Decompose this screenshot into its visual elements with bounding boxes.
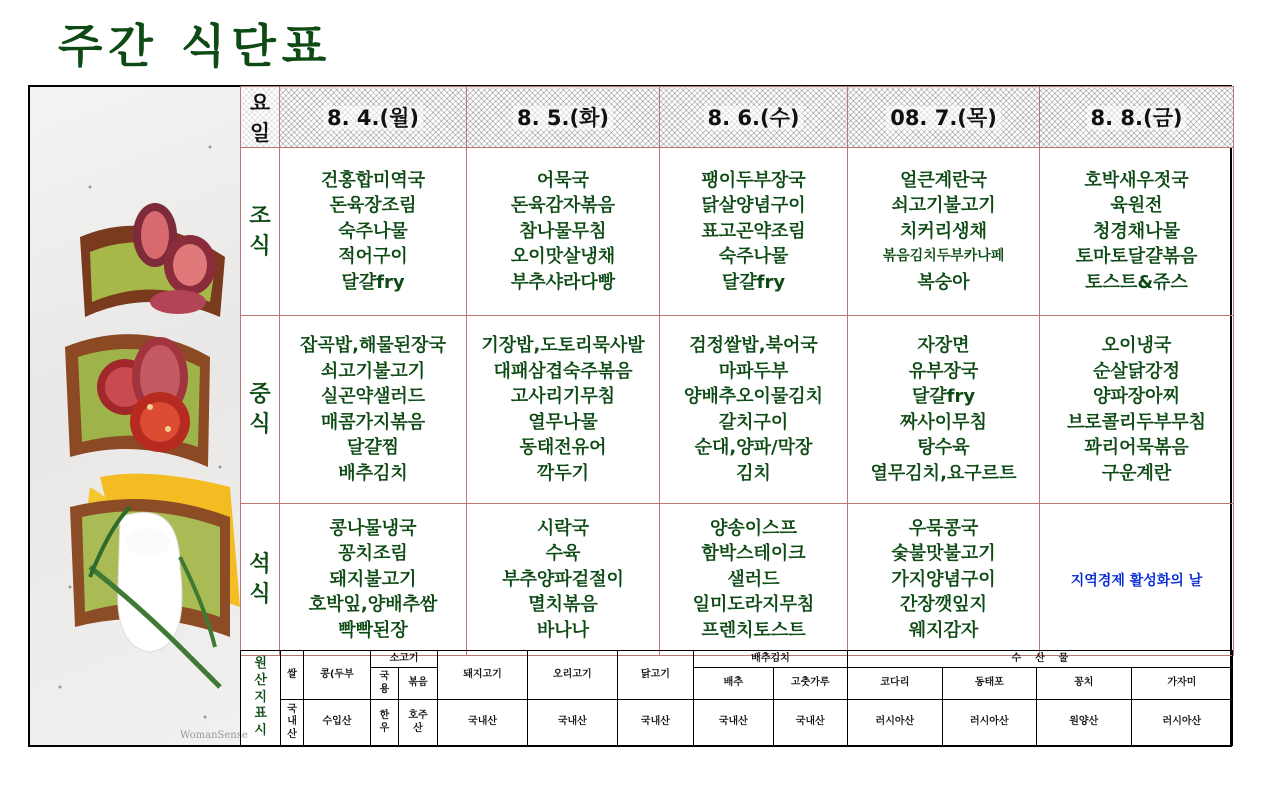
- day-header-text: 8. 8.(금): [1087, 106, 1187, 130]
- menu-item: 돼지불고기: [329, 568, 417, 590]
- origin-group: [371, 651, 438, 668]
- origin-value-text: 국 내 산: [287, 703, 297, 740]
- origin-value: [694, 700, 773, 746]
- menu-item: 꽈리어묵볶음: [1084, 437, 1189, 458]
- origin-item: [281, 651, 304, 700]
- origin-group-name: 수 산 물: [1011, 652, 1069, 664]
- origin-sub: [371, 668, 399, 700]
- menu-item: 건홍합미역국: [320, 169, 426, 191]
- origin-value: [617, 700, 693, 746]
- menu-item: 꽁치조림: [338, 543, 408, 565]
- menu-item: 샐러드: [727, 568, 780, 590]
- day-label-cell: [241, 87, 280, 148]
- origin-sub-name: 배추: [723, 677, 743, 689]
- origin-value: [847, 700, 942, 746]
- menu-item: 치커리생채: [900, 220, 987, 242]
- origin-label: [241, 651, 281, 746]
- origin-value: [398, 700, 437, 746]
- origin-sub-name: 고춧가루: [790, 677, 830, 689]
- menu-item: 구운계란: [1101, 462, 1172, 484]
- menu-cell: [280, 148, 467, 316]
- origin-value: [1036, 700, 1131, 746]
- menu-item: 콩나물냉국: [329, 517, 417, 539]
- origin-value-text: 국내산: [795, 716, 825, 728]
- origin-value-text: 한 우: [379, 710, 390, 734]
- origin-group-name: 배추김치: [751, 652, 790, 664]
- menu-item: 배추김치: [338, 462, 408, 484]
- day-label-2: 일: [241, 117, 279, 147]
- origin-sub-name: 가자미: [1167, 677, 1197, 689]
- menu-item: 달걀fry: [341, 271, 405, 293]
- menu-cell: [660, 316, 848, 504]
- origin-value: [438, 700, 528, 746]
- origin-sub: [773, 668, 847, 700]
- menu-item: 웨지감자: [908, 619, 979, 641]
- dinner-row: [241, 504, 1234, 656]
- menu-item: 매콤가지볶음: [320, 411, 426, 433]
- menu-item: 함박스테이크: [701, 543, 806, 565]
- origin-sub: [398, 668, 437, 700]
- day-header: [280, 87, 467, 148]
- menu-cell: [848, 504, 1040, 656]
- menu-cell: [848, 316, 1040, 504]
- menu-item: 양배추오이물김치: [683, 386, 824, 407]
- menu-item: 표고곤약조림: [701, 220, 806, 242]
- origin-sub-name: 국 용: [379, 671, 390, 695]
- menu-item: 일미도라지무침: [692, 594, 815, 616]
- origin-value-text: 원양산: [1069, 716, 1099, 728]
- origin-item-name: 닭고기: [640, 668, 670, 680]
- menu-item: 부추샤라다빵: [510, 271, 616, 293]
- menu-item: 토스트&쥬스: [1085, 271, 1188, 293]
- menu-item: 육원전: [1110, 195, 1163, 217]
- origin-value: [303, 700, 370, 746]
- day-header: [467, 87, 660, 148]
- menu-cell: [660, 504, 848, 656]
- menu-item: 오이맛살냉채: [510, 246, 616, 268]
- origin-item-name: 돼지고기: [463, 668, 502, 680]
- menu-item: 빡빡된장: [338, 619, 408, 641]
- meal-label-char: 식: [249, 581, 271, 607]
- menu-item: 닭살양념구이: [701, 195, 806, 217]
- event-cell: [1040, 504, 1234, 656]
- origin-value: [1131, 700, 1232, 746]
- day-header: [848, 87, 1040, 148]
- meal-label-char: 식: [249, 411, 271, 437]
- menu-item: 어묵국: [536, 169, 590, 191]
- menu-item: 숯불맛불고기: [891, 543, 996, 565]
- origin-value-text: 러시아산: [969, 716, 1009, 728]
- origin-item: [303, 651, 370, 700]
- menu-item: 복숭아: [917, 271, 970, 293]
- origin-value: [281, 700, 304, 746]
- menu-item: 바나나: [536, 619, 590, 641]
- menu-item: 숙주나물: [338, 220, 408, 242]
- day-header-text: 8. 6.(수): [704, 106, 804, 130]
- menu-item: 프렌치토스트: [701, 619, 806, 641]
- menu-item: 수육: [545, 543, 581, 565]
- photo-watermark: WomanSense: [180, 730, 248, 741]
- origin-item-name: 쌀: [287, 668, 297, 680]
- origin-label-text: 원 산 지 표 시: [254, 655, 267, 739]
- meal-label-char: 조: [249, 203, 271, 229]
- origin-group-name: 소고기: [389, 652, 419, 664]
- origin-sub: [1131, 668, 1232, 700]
- menu-item: 달걀fry: [911, 386, 976, 407]
- origin-value-text: 국내산: [718, 716, 748, 728]
- origin-row-1: [241, 651, 1233, 668]
- origin-row-2: [241, 668, 1233, 700]
- menu-item: 기장밥,도토리묵사발: [481, 335, 645, 356]
- menu-item: 간장깻잎지: [900, 594, 987, 616]
- menu-item: 브로콜리두부무침: [1066, 411, 1207, 433]
- day-header-text: 8. 5.(화): [513, 106, 613, 130]
- menu-item: 멸치볶음: [528, 594, 598, 616]
- origin-value: [371, 700, 399, 746]
- origin-sub-name: 동태포: [974, 677, 1004, 689]
- origin-item-name: 오리고기: [553, 668, 592, 680]
- origin-value: [527, 700, 617, 746]
- origin-sub: [847, 668, 942, 700]
- origin-sub-name: 코다리: [880, 677, 910, 689]
- menu-item: 열무나물: [528, 411, 598, 433]
- menu-item: 마파두부: [718, 360, 789, 382]
- meal-label-char: 중: [249, 381, 271, 407]
- origin-value: [942, 700, 1036, 746]
- menu-item: 시락국: [536, 517, 590, 539]
- origin-value-text: 러시아산: [1162, 716, 1202, 728]
- meal-label-char: 석: [249, 551, 271, 577]
- origin-table: [240, 650, 1233, 746]
- menu-item: 대패삼겹숙주볶음: [493, 360, 633, 382]
- page-title: 주간 식단표: [58, 19, 333, 73]
- menu-item: 실곤약샐러드: [320, 386, 426, 407]
- menu-item: 양송이스프: [710, 517, 797, 539]
- menu-item: 우묵콩국: [908, 517, 979, 539]
- menu-item: 짜사이무침: [900, 411, 987, 433]
- menu-item: 참나물무침: [519, 220, 607, 242]
- origin-row-3: [241, 700, 1233, 746]
- meal-label-lunch: [241, 316, 280, 504]
- origin-group: [694, 651, 848, 668]
- menu-cell: [848, 148, 1040, 316]
- meal-label-breakfast: [241, 148, 280, 316]
- menu-cell: [467, 316, 660, 504]
- origin-value-text: 국내산: [640, 716, 670, 728]
- menu-item: 순살닭강정: [1093, 360, 1180, 382]
- menu-item: 오이냉국: [1101, 335, 1172, 356]
- origin-item: [527, 651, 617, 700]
- origin-item-name: 콩(두부: [320, 668, 354, 680]
- origin-value-text: 호주 산: [408, 710, 428, 734]
- day-header-text: 8. 4.(월): [323, 106, 423, 130]
- menu-item: 자장면: [917, 335, 970, 356]
- menu-item: 검정쌀밥,북어국: [689, 335, 818, 356]
- menu-item: 열무김치,요구르트: [870, 462, 1017, 484]
- menu-item: 숙주나물: [718, 246, 789, 268]
- menu-item: 김치: [736, 462, 771, 484]
- menu-item: 동태전유어: [519, 437, 607, 458]
- origin-sub: [942, 668, 1036, 700]
- meal-label-char: 식: [249, 233, 271, 259]
- menu-cell: [660, 148, 848, 316]
- origin-sub: [1036, 668, 1131, 700]
- menu-item: 깍두기: [536, 462, 590, 484]
- menu-item: 고사리기무침: [510, 386, 616, 407]
- menu-item: 적어구이: [338, 246, 408, 268]
- menu-item: 쇠고기불고기: [320, 360, 426, 382]
- origin-value: [773, 700, 847, 746]
- menu-item: 얼큰계란국: [900, 169, 987, 191]
- origin-item: [617, 651, 693, 700]
- day-header-row: [241, 87, 1234, 148]
- menu-item: 팽이두부장국: [701, 169, 806, 191]
- menu-item: 달걀fry: [721, 271, 786, 293]
- menu-cell: [467, 504, 660, 656]
- menu-item: 돈육감자볶음: [510, 195, 616, 217]
- origin-sub-name: 볶음: [408, 677, 428, 689]
- breakfast-row: [241, 148, 1234, 316]
- day-label-1: 요: [241, 87, 279, 117]
- menu-cell: [280, 316, 467, 504]
- menu-item: 양파장아찌: [1093, 386, 1180, 407]
- origin-value-text: 러시아산: [875, 716, 915, 728]
- day-header-text: 08. 7.(목): [886, 106, 1001, 130]
- origin-group: [847, 651, 1232, 668]
- menu-item: 돈육장조림: [329, 195, 417, 217]
- origin-item: [438, 651, 528, 700]
- menu-cell: [467, 148, 660, 316]
- menu-item: 가지양념구이: [891, 568, 996, 590]
- menu-cell: [1040, 316, 1234, 504]
- menu-item: 갈치구이: [718, 411, 789, 433]
- lunch-row: [241, 316, 1234, 504]
- menu-cell: [280, 504, 467, 656]
- menu-item: 호박잎,양배추쌈: [308, 594, 438, 616]
- origin-value-text: 국내산: [468, 716, 498, 728]
- menu-item: 호박새우젓국: [1084, 169, 1189, 191]
- weekly-menu-table: [240, 86, 1234, 656]
- event-text: 지역경제 활성화의 날: [1070, 572, 1203, 589]
- menu-item: 볶음김치두부카나페: [882, 248, 1005, 265]
- menu-item: 토마토달걀볶음: [1075, 246, 1198, 268]
- menu-item: 쇠고기불고기: [891, 195, 996, 217]
- toast-food-illustration: [30, 87, 240, 745]
- origin-sub: [694, 668, 773, 700]
- menu-item: 순대,양파/막장: [694, 437, 813, 458]
- menu-item: 부추양파겉절이: [502, 568, 624, 590]
- menu-item: 유부장국: [908, 360, 979, 382]
- menu-item: 탕수육: [917, 437, 970, 458]
- day-header: [660, 87, 848, 148]
- menu-item: 청경채나물: [1093, 220, 1180, 242]
- origin-sub-name: 꽁치: [1074, 677, 1094, 689]
- meal-label-dinner: [241, 504, 280, 656]
- menu-cell: [1040, 148, 1234, 316]
- origin-value-text: 수입산: [322, 716, 352, 728]
- food-photo: [30, 87, 248, 745]
- menu-item: 잡곡밥,해물된장국: [300, 335, 446, 356]
- menu-item: 달걀찜: [346, 437, 400, 458]
- day-header: [1040, 87, 1234, 148]
- origin-value-text: 국내산: [557, 716, 587, 728]
